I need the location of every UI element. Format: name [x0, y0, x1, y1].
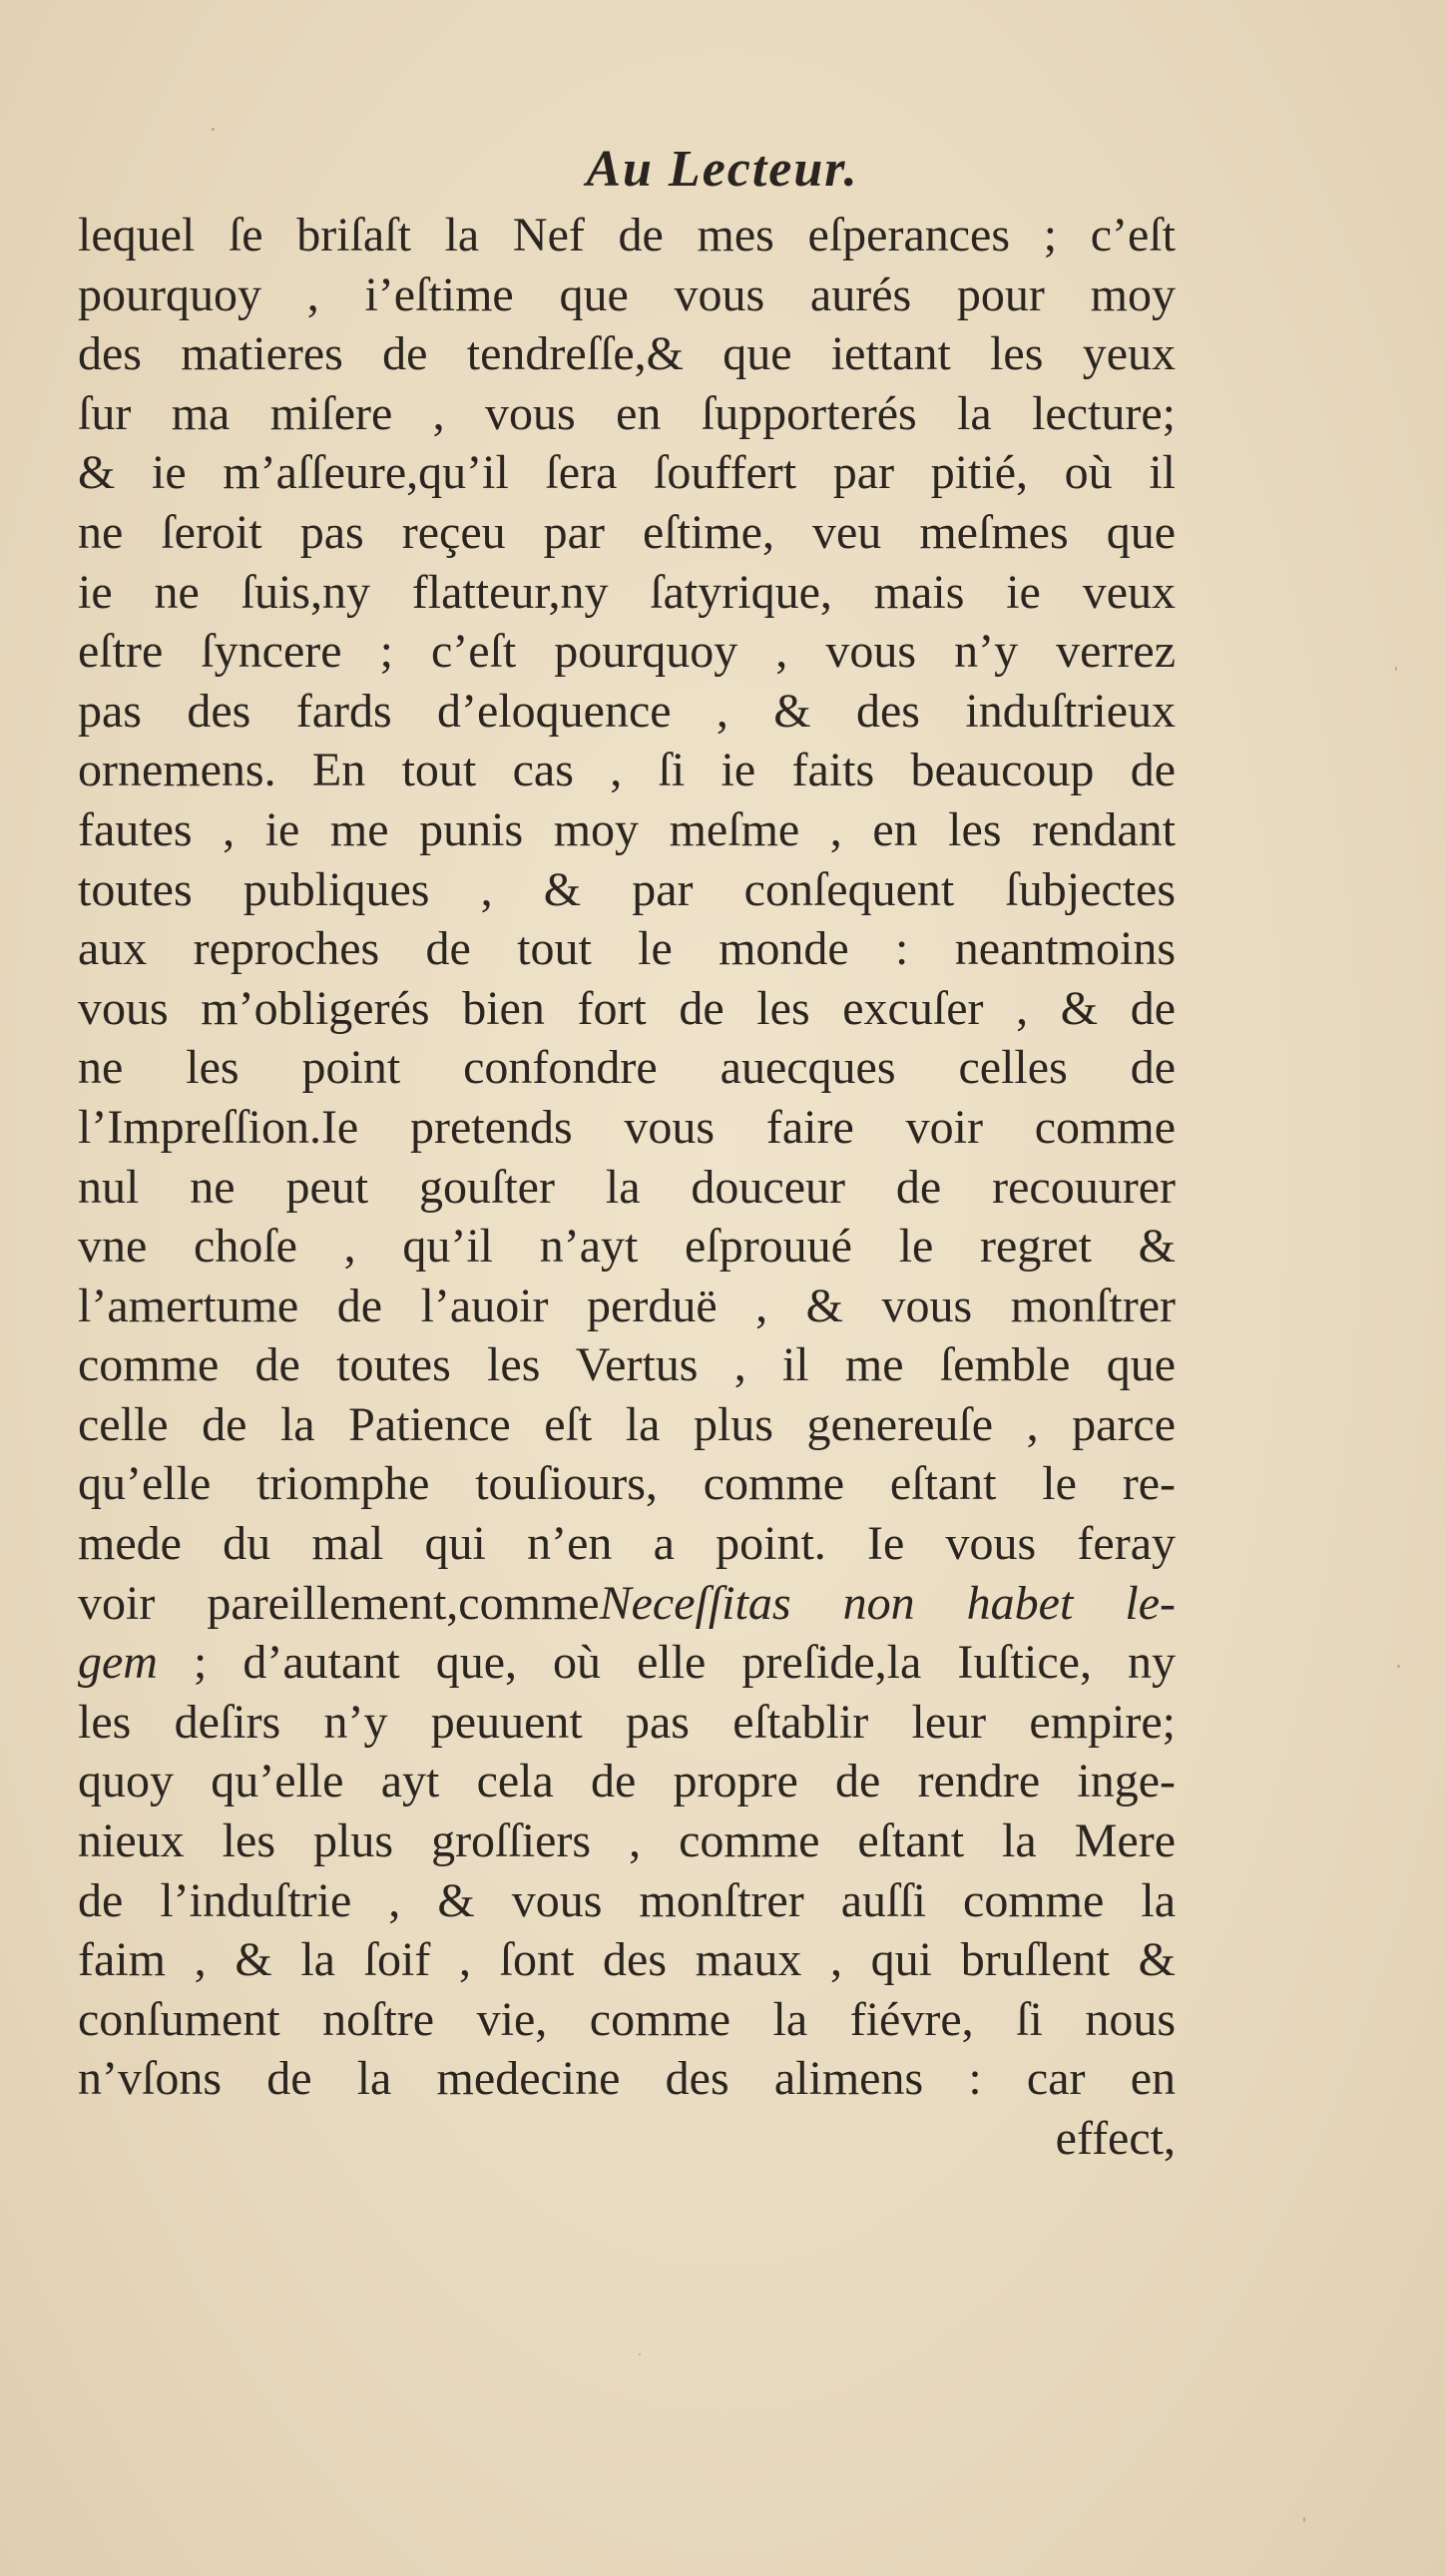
roman-segment: ; d’autant que, où elle preſide,la Iuſtice, ny [157, 1636, 1176, 1690]
text-line: nieux les plus groſſiers , comme eſtant la Mere [78, 1814, 1176, 1868]
paper-speck [212, 128, 215, 131]
text-line [78, 1633, 1176, 1693]
text-line: eſtre ſyncere ; c’eſt pourquoy , vous n’y verrez [78, 625, 1176, 679]
text-line: ne ſeroit pas reçeu par eſtime, veu meſmes que [78, 505, 1176, 559]
body-text [78, 206, 1176, 2169]
text-line: conſument noſtre vie, comme la fiévre, ſi nous [78, 1992, 1176, 2046]
text-line: ne les point confondre auecques celles de [78, 1041, 1176, 1095]
text-line: toutes publiques , & par conſequent ſubjectes [78, 862, 1176, 916]
text-line: qu’elle triomphe touſiours, comme eſtant le re- [78, 1457, 1176, 1511]
text-line: aux reproches de tout le monde : neantmoins [78, 922, 1176, 976]
paper-speck [1397, 1665, 1400, 1668]
page-header: Au Lecteur. [586, 141, 859, 198]
paper-speck [1395, 667, 1397, 671]
text-line: pas des fards d’eloquence , & des induſtrieux [78, 684, 1176, 738]
text-line: & ie m’aſſeure,qu’il ſera ſouffert par pitié, où il [78, 446, 1176, 500]
text-line: mede du mal qui n’en a point. Ie vous feray [78, 1517, 1176, 1571]
latin-quote-italic: Neceſſitas non habet le- [599, 1576, 1176, 1630]
text-line [78, 1574, 1176, 1634]
text-line: celle de la Patience eſt la plus genereuſe , parce [78, 1397, 1176, 1451]
text-line: n’vſons de la medecine des alimens : car en [78, 2052, 1176, 2106]
roman-segment: voir pareillement,comme [78, 1576, 600, 1630]
text-line: nul ne peut gouſter la douceur de recouurer [78, 1160, 1176, 1214]
text-line: ie ne ſuis,ny flatteur,ny ſatyrique, mais ie veux [78, 565, 1176, 619]
paper-speck [639, 2353, 641, 2355]
text-line: les deſirs n’y peuuent pas eſtablir leur empire; [78, 1695, 1176, 1749]
text-line: ornemens. En tout cas , ſi ie faits beaucoup de [78, 744, 1176, 797]
text-line: ſur ma miſere , vous en ſupporterés la lecture; [78, 386, 1176, 440]
text-line: fautes , ie me punis moy meſme , en les rendant [78, 802, 1176, 856]
text-line: lequel ſe briſaſt la Nef de mes eſperances ; c’eſt [78, 209, 1176, 261]
text-line: pourquoy , i’eſtime que vous aurés pour moy [78, 267, 1176, 321]
text-line: des matieres de tendreſſe,& que iettant les yeux [78, 327, 1176, 381]
text-line: faim , & la ſoif , ſont des maux , qui bruſlent & [78, 1933, 1176, 1987]
text-line: vne choſe , qu’il n’ayt eſprouué le regret & [78, 1220, 1176, 1274]
latin-quote-italic: gem [78, 1636, 158, 1690]
text-line: vous m’obligerés bien fort de les excuſer , & de [78, 981, 1176, 1035]
text-line: de l’induſtrie , & vous monſtrer auſſi comme la [78, 1873, 1176, 1927]
text-line: comme de toutes les Vertus , il me ſemble que [78, 1338, 1176, 1392]
text-line: l’amertume de l’auoir perduë , & vous monſtrer [78, 1279, 1176, 1332]
paper-speck [1303, 2517, 1305, 2522]
catchword: effect, [1055, 2112, 1176, 2165]
text-line: quoy qu’elle ayt cela de propre de rendre inge- [78, 1755, 1176, 1808]
text-line: l’Impreſſion.Ie pretends vous faire voir comme [78, 1100, 1176, 1154]
